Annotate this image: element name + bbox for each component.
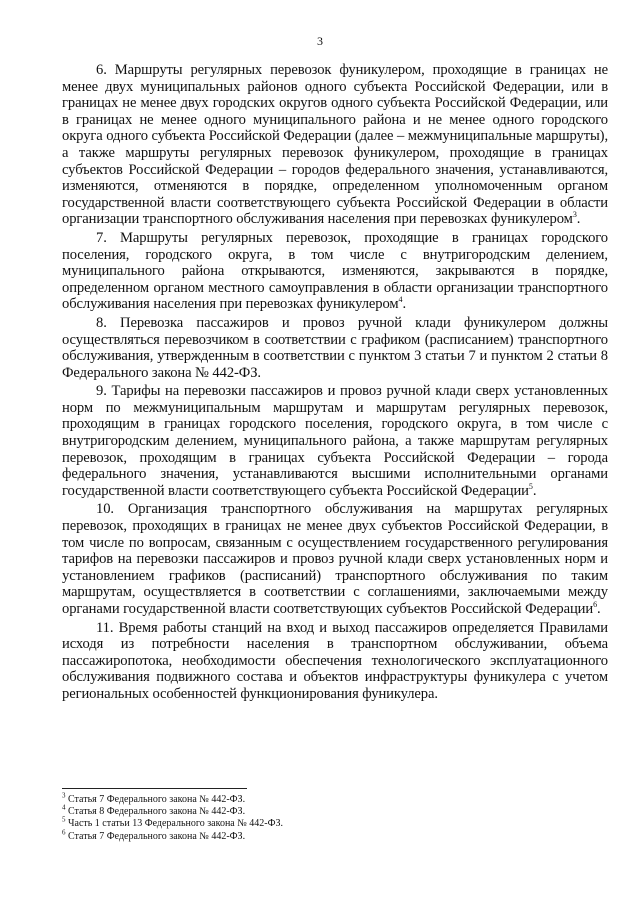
footnote [62, 803, 608, 818]
paragraph-8 [62, 315, 608, 381]
paragraph-text: 11. Время работы станций на вход и выход пассажиров определяется Правилами исходя из потребности населения в транспортном обслуживании, объема пассажиропотока, необходимости обеспечения технологического эксплуатационного обслуживания подвижного состава и объектов инфраструктуры фуникулера с учетом региональных особенностей функционирования фуникулера. [62, 619, 608, 702]
footnote [62, 828, 608, 843]
paragraph-10: 10. Организация транспортного обслуживания на маршрутах регулярных перевозок, проходящих в границах не менее двух субъектов Российской Федерации, в том числе по вопросам, связанным с осуществлением государственного регулирования тарифов на перевозки пассажиров и провоз ручной клади сверх установленных норм и установлением графиков (расписаний) транспортного обслуживания по таким маршрутам, осуществляется в соответствии с соглашениями, заключаемыми между органами государственной власти соответствующих субъектов Российской Федерации$^6$. [62, 501, 608, 617]
footnote-mark: 3 [62, 791, 66, 800]
footnotes [62, 791, 608, 843]
footnote-ref: 3 [572, 210, 577, 220]
footnote-mark: 6 [62, 828, 66, 837]
document-body [62, 62, 608, 705]
footnote-text: Статья 7 Федерального закона № 442-ФЗ. [68, 794, 246, 805]
footnote-ref: 5 [528, 481, 533, 491]
paragraph-text: 6. Маршруты регулярных перевозок фуникулером, проходящие в границах не менее двух муниципальных районов одного субъекта Российской Федерации, или в границах не менее двух городских округов одного субъекта Российской Федерации, или в границах не менее одного муниципального района и не менее одного городского округа одного субъекта Российской Федерации (далее – межмуниципальные маршруты), а также маршруты регулярных перевозок фуникулером, проходящие в границах субъектов Российской Федерации – городов федерального значения, устанавливаются, изменяются, отменяются в порядке, определенном уполномоченным органом государственной власти соответствующего субъекта Российской Федерации в области организации транспортного обслуживания населения при перевозках фуникулером [62, 62, 608, 228]
footnote-text: Часть 1 статьи 13 Федерального закона № 442-ФЗ. [68, 818, 284, 830]
paragraph-text: 10. Организация транспортного обслуживания на маршрутах регулярных перевозок, проходящих в границах не менее двух субъектов Российской Федерации, в том числе по вопросам, связанным с осуществлением государственного регулирования тарифов на перевозки пассажиров и провоз ручной клади сверх установленных норм и установлением графиков (расписаний) транспортного обслуживания по таким маршрутам, осуществляется в соответствии с соглашениями, заключаемыми между органами государственной власти соответствующих субъектов Российской Федерации [62, 501, 608, 617]
footnote-text: Статья 7 Федерального закона № 442-ФЗ. [68, 830, 246, 842]
paragraph-text: 8. Перевозка пассажиров и провоз ручной клади фуникулером должны осуществляться перевозчиком в соответствии с графиком (расписанием) транспортного обслуживания, утвержденным в соответствии с пунктом 3 статьи 7 и пунктом 2 статьи 8 Федерального закона № 442-ФЗ. [62, 314, 608, 381]
paragraph-7: 7. Маршруты регулярных перевозок, проходящие в границах городского поселения, городского округа, в том числе с внутригородским делением, муниципального района открываются, изменяются, закрываются в порядке, определенном органом местного самоуправления в области организации транспортного обслуживания населения при перевозках фуникулером$^4$. [62, 229, 608, 313]
footnote-mark: 4 [62, 803, 66, 812]
paragraph-6: 6. Маршруты регулярных перевозок фуникулером, проходящие в границах не менее двух муниципальных районов одного субъекта Российской Федерации, или в границах не менее двух городских округов одного субъекта Российской Федерации, или в границах не менее одного муниципального района и не менее одного городского округа одного субъекта Российской Федерации (далее – межмуниципальные маршруты), а также маршруты регулярных перевозок фуникулером, проходящие в границах субъектов Российской Федерации – городов федерального значения, устанавливаются, изменяются, отменяются в порядке, определенном уполномоченным органом государственной власти соответствующего субъекта Российской Федерации в области организации транспортного обслуживания населения при перевозках фуникулером$^3$. [62, 62, 608, 228]
paragraph-text: 9. Тарифы на перевозки пассажиров и провоз ручной клади сверх установленных норм по межмуниципальным маршрутам и маршрутам регулярных перевозок, проходящим в границах городского поселения, городского округа, в том числе с внутригородским делением, муниципального района, а также маршрутам регулярных перевозок, проходящим в границах субъекта Российской Федерации – города федерального значения, устанавливаются высшими исполнительными органами государственной власти соответствующего субъекта Российской Федерации [62, 383, 608, 499]
footnote [62, 791, 608, 806]
footnote-mark: 5 [62, 816, 66, 825]
footnote-ref: 6 [593, 600, 597, 610]
paragraph-text: 7. Маршруты регулярных перевозок, проходящие в границах городского поселения, городского округа, в том числе с внутригородским делением, муниципального района открываются, изменяются, закрываются в порядке, определенном органом местного самоуправления в области организации транспортного обслуживания населения при перевозках фуникулером [62, 229, 608, 313]
footnote-text: Статья 8 Федерального закона № 442-ФЗ. [68, 806, 246, 818]
paragraph-9: 9. Тарифы на перевозки пассажиров и провоз ручной клади сверх установленных норм по межмуниципальным маршрутам и маршрутам регулярных перевозок, проходящим в границах городского поселения, городского округа, в том числе с внутригородским делением, муниципального района, а также маршрутам регулярных перевозок, проходящим в границах субъекта Российской Федерации – города федерального значения, устанавливаются высшими исполнительными органами государственной власти соответствующего субъекта Российской Федерации$^5$. [62, 383, 608, 499]
footnote [62, 818, 608, 830]
paragraph-11 [62, 620, 608, 703]
footnote-ref: 4 [398, 295, 403, 305]
footnote-divider [62, 788, 247, 789]
page-number: 3 [317, 34, 323, 48]
